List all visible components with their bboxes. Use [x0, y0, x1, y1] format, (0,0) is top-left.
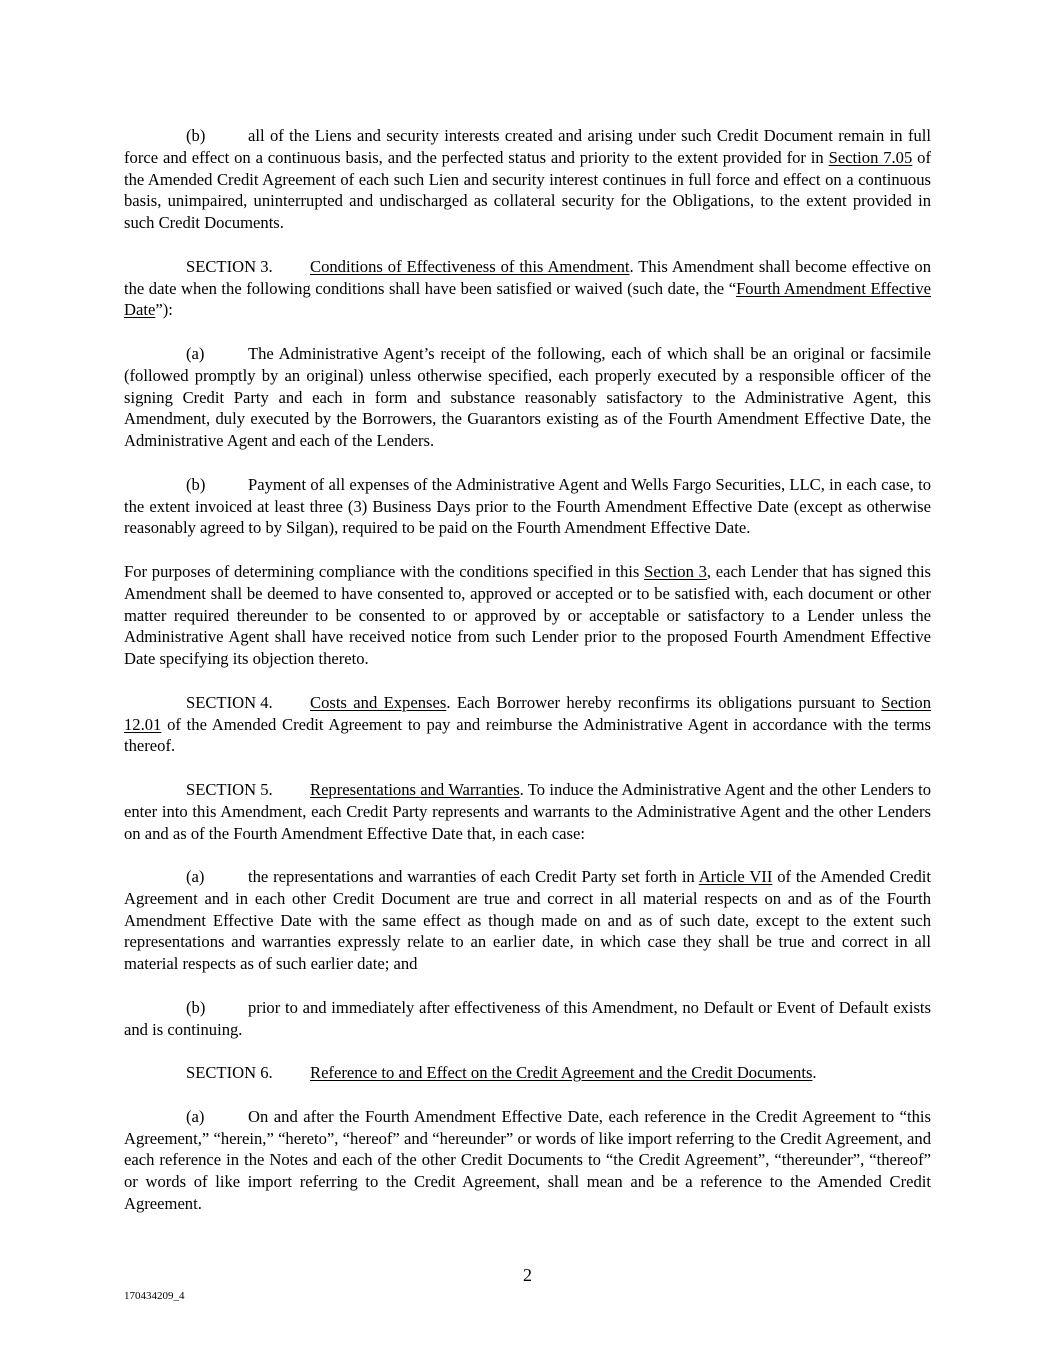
item-marker: (b): [186, 997, 206, 1017]
paragraph-text: of the Amended Credit Agreement to pay and reimburse the Administrative Agent in accordance with the terms thereof.: [124, 714, 931, 756]
paragraph-3a: [124, 343, 931, 452]
section-6: [124, 1062, 931, 1084]
article-reference: Article VII: [698, 867, 773, 887]
section-heading: Representations and Warranties: [310, 779, 520, 799]
section-3: [124, 256, 931, 321]
paragraph-5b: [124, 997, 931, 1041]
section-label: SECTION 5.: [186, 779, 273, 799]
paragraph-text: . Each Borrower hereby reconfirms its obligations pursuant to: [446, 692, 882, 712]
paragraph-text: of the Amended Credit Agreement and in each other Credit Document are true and correct in all material respects on and as of the Fourth Amendment Effective Date with the same effect as though made on and as of such date, except to the extent such representations and warranties expressly relate to an earlier date, in which case they shall be true and correct in all material respects as of such earlier date; and: [124, 867, 931, 974]
document-id: 170434209_4: [124, 1290, 185, 1302]
paragraph-2b: [124, 125, 931, 234]
paragraph-5a: [124, 866, 931, 975]
paragraph-text: The Administrative Agent’s receipt of the following, each of which shall be an original or facsimile (followed promptly by an original) unless otherwise specified, each properly executed by a responsible officer of the signing Credit Party and each in form and substance reasonably satisfactory to the Administrative Agent, this Amendment, duly executed by the Borrowers, the Guarantors existing as of the Fourth Amendment Effective Date, the Administrative Agent and each of the Lenders.: [124, 343, 931, 451]
paragraph-text: the representations and warranties of each Credit Party set forth in: [248, 867, 699, 887]
item-marker: (b): [186, 126, 206, 145]
paragraph-text: ”):: [155, 300, 173, 320]
paragraph-text: of the Amended Credit Agreement of each such Lien and security interest continues in full force and effect on a continuous basis, unimpaired, uninterrupted and undischarged as collateral security for the Obligations, to the extent provided in such Credit Documents.: [124, 147, 931, 233]
defined-term: Fourth Amendment Effective Date: [124, 278, 931, 320]
section-heading: Conditions of Effectiveness of this Amendment: [310, 256, 630, 276]
paragraph-text: On and after the Fourth Amendment Effective Date, each reference in the Credit Agreement to “this Agreement,” “herein,” “hereto”, “hereof” and “hereunder” or words of like import referring to the Credit Agreement, and each reference in the Notes and each of the other Credit Documents to “the Credit Agreement”, “thereunder”, “thereof” or words of like import referring to the Credit Agreement, shall mean and be a reference to the Amended Credit Agreement.: [124, 1106, 931, 1214]
paragraph-3-compliance: [124, 561, 931, 670]
paragraph-text: all of the Liens and security interests created and arising under such Credit Document remain in full force and effect on a continuous basis, and the perfected status and priority to the extent provided for in: [124, 126, 931, 167]
section-label: SECTION 3.: [186, 256, 273, 276]
section-4: [124, 692, 931, 757]
paragraph-text: For purposes of determining compliance with the conditions specified in this: [124, 561, 645, 581]
paragraph-text: .: [812, 1063, 817, 1083]
item-marker: (a): [186, 343, 205, 363]
paragraph-text: , each Lender that has signed this Amendment shall be deemed to have consented to, approved or accepted or to be satisfied with, each document or other matter required thereunder to be consented to or approved by or acceptable or satisfactory to a Lender unless the Administrative Agent shall have received notice from such Lender prior to the proposed Fourth Amendment Effective Date specifying its objection thereto.: [124, 561, 932, 669]
paragraph-text: . This Amendment shall become effective on the date when the following conditions shall have been satisfied or waived (such date, the “: [124, 256, 931, 298]
section-reference: Section 12.01: [124, 692, 931, 734]
paragraph-6a: [124, 1106, 931, 1215]
paragraph-text: prior to and immediately after effectiveness of this Amendment, no Default or Event of Default exists and is continuing.: [124, 997, 931, 1039]
paragraph-text: Payment of all expenses of the Administrative Agent and Wells Fargo Securities, LLC, in each case, to the extent invoiced at least three (3) Business Days prior to the Fourth Amendment Effective Date (except as otherwise reasonably agreed to by Silgan), required to be paid on the Fourth Amendment Effective Date.: [124, 474, 931, 538]
section-label: SECTION 4.: [186, 692, 273, 712]
section-reference: Section 3: [644, 561, 707, 581]
item-marker: (a): [186, 1106, 205, 1126]
section-heading: Costs and Expenses: [310, 692, 447, 712]
paragraph-text: . To induce the Administrative Agent and the other Lenders to enter into this Amendment, each Credit Party represents and warrants to the Administrative Agent and the other Lenders on and as of the Fourth Amendment Effective Date that, in each case:: [124, 779, 931, 843]
item-marker: (b): [186, 474, 206, 494]
paragraph-3b: [124, 474, 931, 539]
page-number: 2: [523, 1265, 532, 1285]
section-reference: Section 7.05: [828, 147, 913, 167]
section-5: [124, 779, 931, 844]
item-marker: (a): [186, 867, 205, 887]
document-body: [124, 125, 931, 1215]
section-label: SECTION 6.: [186, 1063, 273, 1083]
section-heading: Reference to and Effect on the Credit Agreement and the Credit Documents: [310, 1063, 813, 1083]
